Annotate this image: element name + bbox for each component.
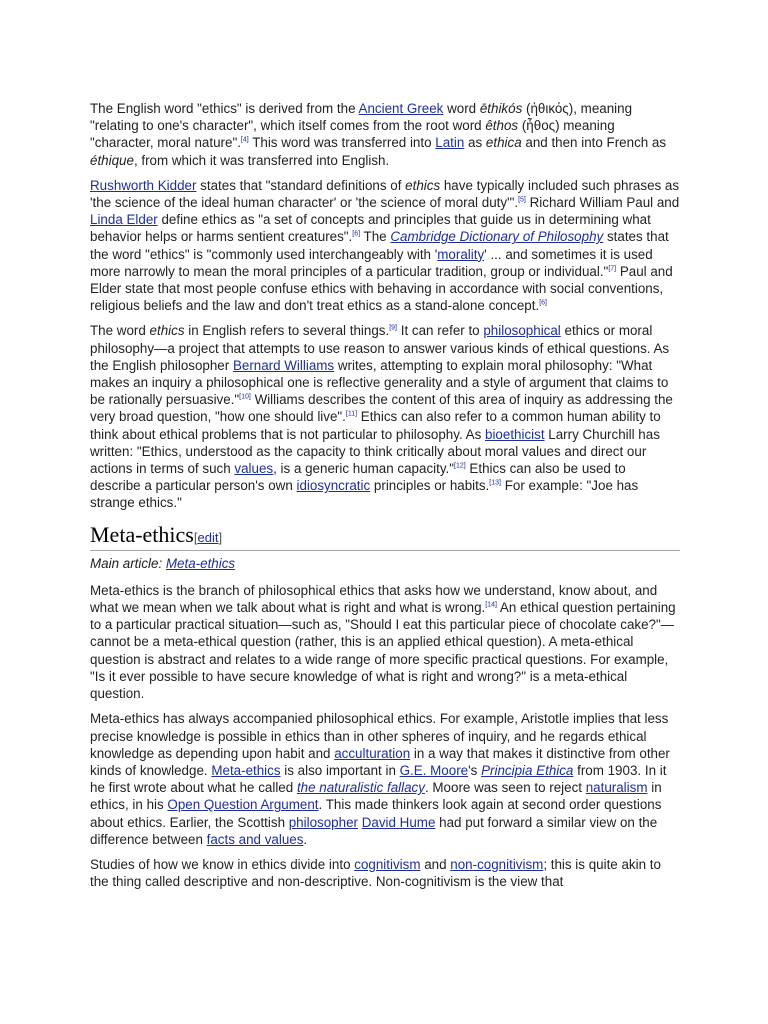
link-philosophical[interactable]: philosophical xyxy=(483,323,561,339)
reference-10[interactable]: [10] xyxy=(239,393,251,401)
heading-title: Meta-ethics xyxy=(90,521,194,547)
text: . This made thinkers look again at second order questions about ethics. Earlier, the Scottish xyxy=(90,797,662,830)
link-facts-and-values[interactable]: facts and values xyxy=(206,831,304,847)
link-naturalistic-fallacy[interactable]: the naturalistic fallacy xyxy=(296,780,425,796)
text: . xyxy=(303,831,308,847)
main-article-hatnote xyxy=(90,555,680,572)
text: Larry Churchill has written: "Ethics, understood as the capacity to think critically about moral values and direct our actions in terms of such xyxy=(90,426,660,477)
text: states that "standard definitions of xyxy=(196,177,406,193)
edit-section-link[interactable]: edit xyxy=(197,529,219,545)
link-morality[interactable]: morality xyxy=(437,246,485,262)
text: Meta-ethics is the branch of philosophical ethics that asks how we understand, know about, and what we mean when we talk about what is right and what is wrong. xyxy=(90,582,658,616)
paragraph-etymology xyxy=(90,100,680,169)
link-acculturation[interactable]: acculturation xyxy=(334,745,411,761)
term-ethikos: ēthikós xyxy=(479,101,523,116)
link-open-question-argument[interactable]: Open Question Argument xyxy=(167,797,319,813)
text: , is a generic human capacity." xyxy=(273,461,455,477)
text: and xyxy=(420,856,451,872)
text: For example: "Joe has strange ethics." xyxy=(90,478,639,511)
text: An ethical question pertaining to a particular practical situation—such as, "Should I eat this particular piece of chocolate cake?"—cannot be a meta-ethical question (rather, this is an applied ethical question). A meta-ethical question is abstract and relates to a wide range of more specific practical questions. For example, "Is it ever possible to have secure knowledge of what is right and wrong?" is a meta-ethical question. xyxy=(90,600,676,702)
link-non-cognitivism[interactable]: non-cognitivism xyxy=(450,856,544,872)
hatnote-label: Main article: xyxy=(90,555,166,571)
term-ethique: éthique xyxy=(90,152,134,168)
text: Ethics can also be used to describe a particular person's own xyxy=(90,461,626,494)
term-ethics: ethics xyxy=(405,177,441,193)
link-ancient-greek[interactable]: Ancient Greek xyxy=(358,101,444,116)
link-cambridge-dictionary[interactable]: Cambridge Dictionary of Philosophy xyxy=(390,229,604,245)
text: in ethics, in his xyxy=(90,780,662,813)
text: word xyxy=(443,101,480,116)
reference-14[interactable]: [14] xyxy=(485,601,497,609)
paragraph-meta-ethics-history xyxy=(90,710,680,848)
reference-4[interactable]: [4] xyxy=(240,136,249,144)
text: in English refers to several things. xyxy=(184,323,390,339)
link-main-article-meta-ethics[interactable]: Meta-ethics xyxy=(165,555,236,571)
text: The xyxy=(360,229,391,245)
text: The word xyxy=(90,323,150,339)
text: Studies of how we know in ethics divide into xyxy=(90,856,355,872)
text: and then into French as xyxy=(521,135,667,151)
paragraph-cognitivism xyxy=(90,856,680,890)
text: have typically included such phrases as 'the science of the ideal human character' or 'the science of moral duty'". xyxy=(90,177,680,211)
bracket: ] xyxy=(218,529,223,545)
text: define ethics as "a set of concepts and principles that guide us in determining what behavior helps or harms sentient creatures". xyxy=(90,212,651,245)
text: The English word "ethics" is derived from the xyxy=(90,101,359,116)
reference-12[interactable]: [12] xyxy=(454,462,466,470)
reference-5[interactable]: [5] xyxy=(518,196,526,204)
term-ethos: êthos xyxy=(485,118,519,134)
link-idiosyncratic[interactable]: idiosyncratic xyxy=(296,478,371,494)
link-ge-moore[interactable]: G.E. Moore xyxy=(399,762,469,778)
text: had put forward a similar view on the difference between xyxy=(90,814,658,847)
reference-6[interactable]: [6] xyxy=(352,230,361,238)
text: , from which it was transferred into English. xyxy=(133,152,390,168)
term-ethics: ethics xyxy=(149,323,185,339)
text: It can refer to xyxy=(397,323,484,339)
text: principles or habits. xyxy=(370,478,490,494)
term-ethica: ethica xyxy=(485,135,522,151)
link-bioethicist[interactable]: bioethicist xyxy=(485,426,545,442)
link-david-hume[interactable]: David Hume xyxy=(361,814,436,830)
text: (ἦθος) meaning "character, moral nature". xyxy=(90,118,615,151)
paragraph-definitions xyxy=(90,177,680,315)
link-latin[interactable]: Latin xyxy=(435,135,465,151)
reference-9[interactable]: [9] xyxy=(389,324,398,332)
text: in a way that makes it distinctive from other kinds of knowledge. xyxy=(90,745,670,778)
link-philosopher[interactable]: philosopher xyxy=(288,814,358,830)
text: 's xyxy=(468,762,482,778)
link-values[interactable]: values xyxy=(234,461,274,477)
text: is also important in xyxy=(280,762,400,778)
reference-7[interactable]: [7] xyxy=(608,265,617,273)
link-linda-elder[interactable]: Linda Elder xyxy=(90,212,158,228)
link-rushworth-kidder[interactable]: Rushworth Kidder xyxy=(90,177,197,193)
text: ' ... and sometimes it is used more narrowly to mean the moral principles of a particular tradition, group or individual." xyxy=(90,246,653,279)
link-bernard-williams[interactable]: Bernard Williams xyxy=(232,357,335,373)
link-naturalism[interactable]: naturalism xyxy=(585,780,648,796)
text: from 1903. In it he first wrote about what he called xyxy=(90,762,667,796)
reference-6b[interactable]: [6] xyxy=(539,299,547,307)
text: Williams describes the content of this area of inquiry as addressing the very broad question, "how one should live". xyxy=(90,392,673,425)
text: This word was transferred into xyxy=(248,135,436,151)
link-meta-ethics[interactable]: Meta-ethics xyxy=(211,762,281,778)
text: ethics or moral philosophy—a project that attempts to use reason to answer various kinds of ethical questions. As the English philosopher xyxy=(90,323,670,373)
article-body xyxy=(90,100,680,898)
text: as xyxy=(464,135,486,151)
reference-11[interactable]: [11] xyxy=(345,410,358,418)
text: Ethics can also refer to a common human ability to think about ethical problems that is not particular to philosophy. As xyxy=(90,409,661,442)
paragraph-word-ethics xyxy=(90,322,680,511)
text: (ἠθικός), meaning "relating to one's character", which itself comes from the root word xyxy=(90,101,633,134)
text: writes, attempting to explain moral philosophy: "What makes an inquiry a philosophical one is reflective generality and a style of argument that claims to be rationally persuasive." xyxy=(90,357,669,408)
paragraph-meta-ethics-definition xyxy=(90,582,680,702)
link-cognitivism[interactable]: cognitivism xyxy=(354,856,421,872)
text: . Moore was seen to reject xyxy=(424,780,586,796)
reference-13[interactable]: [13] xyxy=(489,479,501,487)
text: ; this is quite akin to the thing called descriptive and non-descriptive. Non-cognitivism is the view that xyxy=(90,856,661,890)
text: Paul and Elder state that most people confuse ethics with behaving in accordance with social conventions, religious beliefs and the law and don't treat ethics as a stand-alone concept. xyxy=(90,263,673,314)
text: Richard William Paul and xyxy=(525,195,680,211)
section-heading-meta-ethics xyxy=(90,522,680,551)
bracket: [ xyxy=(193,529,198,545)
edit-section xyxy=(194,530,222,545)
text: states that the word "ethics" is "commonly used interchangeably with ' xyxy=(90,229,669,262)
text: Meta-ethics has always accompanied philosophical ethics. For example, Aristotle implies that less precise knowledge is possible in ethics than in other spheres of inquiry, and he regards ethical knowledge as depending upon habit and xyxy=(90,711,669,761)
link-principia-ethica[interactable]: Principia Ethica xyxy=(481,762,574,778)
